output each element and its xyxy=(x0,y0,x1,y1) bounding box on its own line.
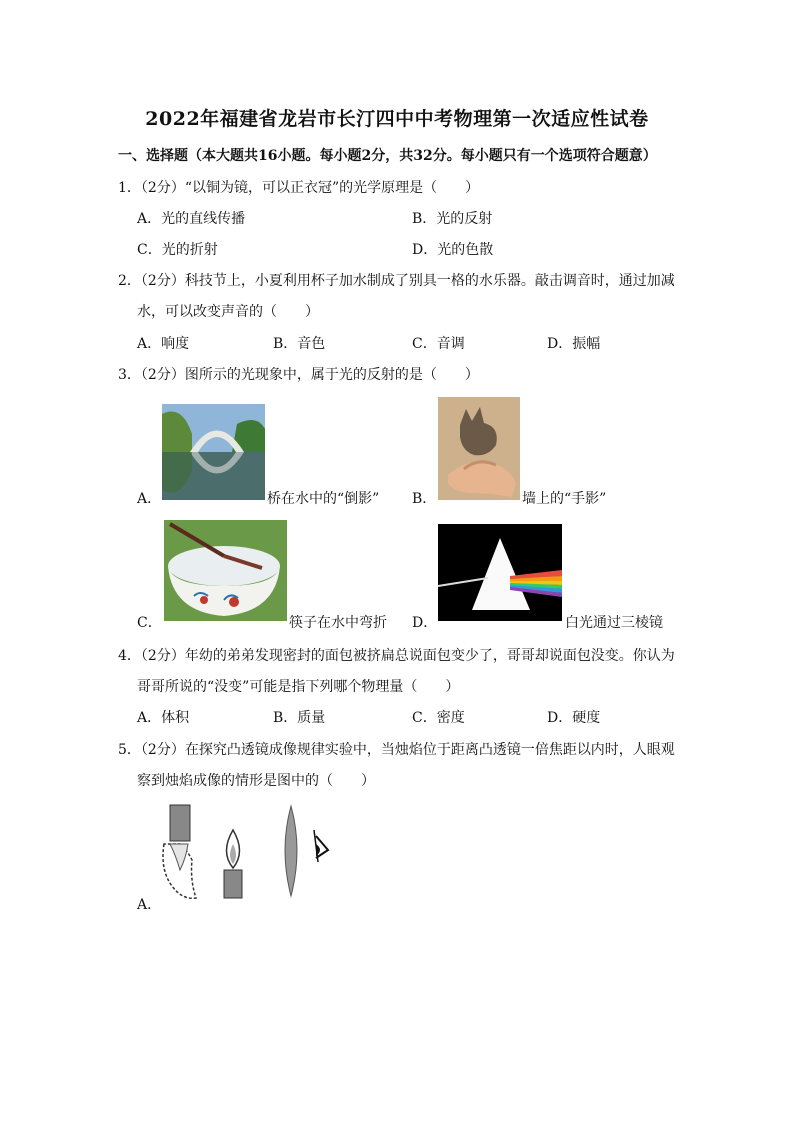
section-heading: 一、选择题（本大题共16小题。每小题2分，共32分。每小题只有一个选项符合题意） xyxy=(118,148,657,164)
hand-shadow-image xyxy=(438,397,520,500)
question-4-stem-line1: 4．（2分）年幼的弟弟发现密封的面包被挤扁总说面包变少了，哥哥却说面包没变。你认为 xyxy=(118,648,675,664)
q2-option-d: D．振幅 xyxy=(547,336,601,352)
q5-option-a-letter: A． xyxy=(137,897,162,913)
convex-lens-diagram xyxy=(158,800,338,910)
q3-option-b-letter: B． xyxy=(412,491,437,507)
q3-option-a-caption: 桥在水中的“倒影” xyxy=(267,491,380,507)
question-2-stem-line2: 水，可以改变声音的（ ） xyxy=(137,304,319,320)
q1-option-c: C．光的折射 xyxy=(137,242,218,258)
question-5-stem-line2: 察到烛焰成像的情形是图中的（ ） xyxy=(137,773,375,789)
page-title: 2022年福建省龙岩市长汀四中中考物理第一次适应性试卷 xyxy=(145,108,649,130)
q3-option-b-caption: 墙上的“手影” xyxy=(522,491,607,507)
q4-option-d: D．硬度 xyxy=(547,710,601,726)
q3-option-c-caption: 筷子在水中弯折 xyxy=(289,615,387,631)
q1-option-b: B．光的反射 xyxy=(412,211,493,227)
bridge-reflection-image xyxy=(162,404,265,500)
prism-dispersion-image xyxy=(438,524,562,621)
chopstick-in-bowl-image xyxy=(164,520,287,621)
question-3-stem: 3．（2分）图所示的光现象中，属于光的反射的是（ ） xyxy=(118,367,479,383)
q4-option-c: C．密度 xyxy=(412,710,465,726)
q1-option-a: A．光的直线传播 xyxy=(137,211,246,227)
q2-option-a: A．响度 xyxy=(137,336,190,352)
q1-option-d: D．光的色散 xyxy=(412,242,494,258)
q3-option-d-letter: D． xyxy=(412,615,438,631)
q2-option-c: C．音调 xyxy=(412,336,465,352)
question-4-stem-line2: 哥哥所说的“没变”可能是指下列哪个物理量（ ） xyxy=(137,679,460,695)
question-5-stem-line1: 5．（2分）在探究凸透镜成像规律实验中，当烛焰位于距离凸透镜一倍焦距以内时，人眼观 xyxy=(118,742,675,758)
q4-option-a: A．体积 xyxy=(137,710,190,726)
q2-option-b: B．音色 xyxy=(273,336,326,352)
q4-option-b: B．质量 xyxy=(273,710,326,726)
q3-option-d-caption: 白光通过三棱镜 xyxy=(565,615,663,631)
q3-option-c-letter: C． xyxy=(137,615,162,631)
question-1-stem: 1．（2分）“以铜为镜，可以正衣冠”的光学原理是（ ） xyxy=(118,180,480,196)
question-2-stem-line1: 2．（2分）科技节上，小夏利用杯子加水制成了别具一格的水乐器。敲击调音时，通过加减 xyxy=(118,273,675,289)
q3-option-a-letter: A． xyxy=(137,491,162,507)
